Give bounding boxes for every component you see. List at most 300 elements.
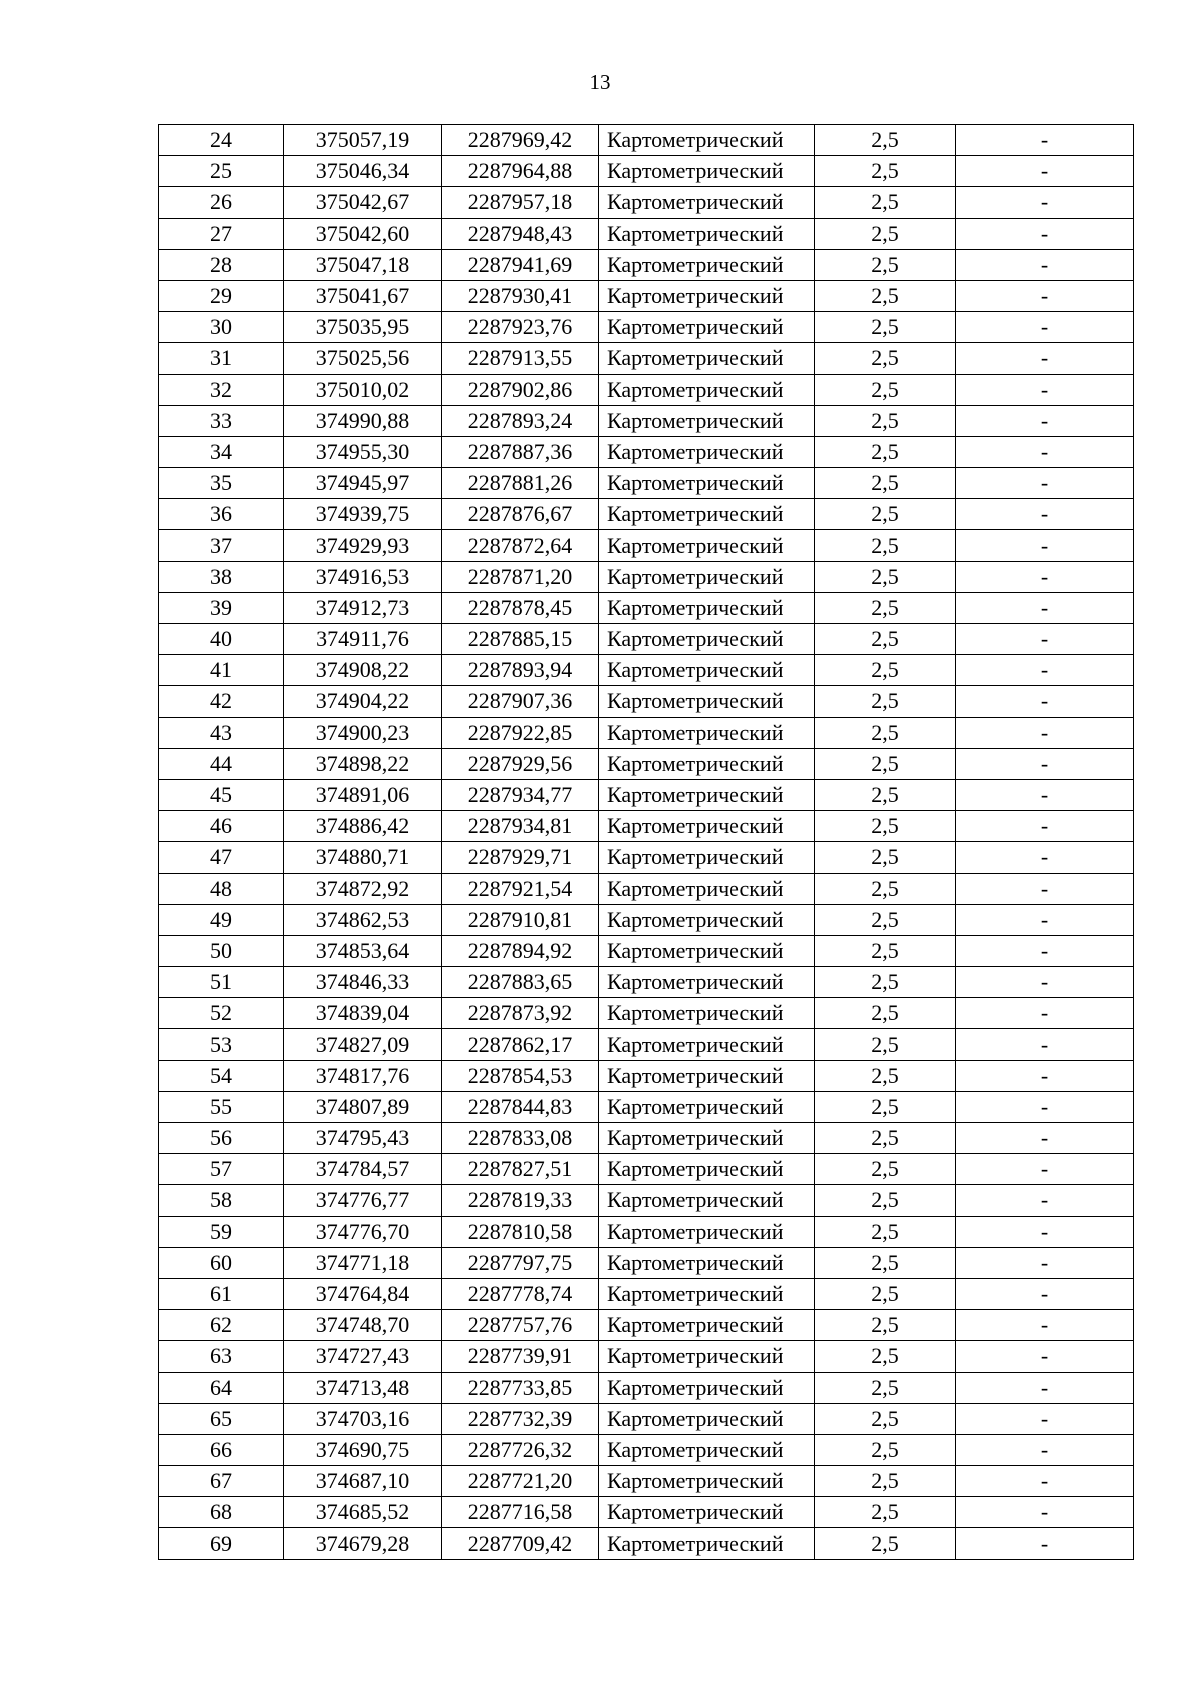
y-coordinate-cell: 2287827,51 xyxy=(442,1154,599,1185)
table-row xyxy=(159,1310,1134,1341)
description-cell: - xyxy=(956,499,1134,530)
method-cell: Картометрический xyxy=(599,1434,815,1465)
point-number-cell: 41 xyxy=(159,655,284,686)
y-coordinate-cell: 2287862,17 xyxy=(442,1029,599,1060)
accuracy-cell: 2,5 xyxy=(815,811,956,842)
point-number-cell: 54 xyxy=(159,1060,284,1091)
accuracy-cell: 2,5 xyxy=(815,280,956,311)
point-number-cell: 37 xyxy=(159,530,284,561)
description-cell: - xyxy=(956,1466,1134,1497)
table-row xyxy=(159,249,1134,280)
x-coordinate-cell: 374839,04 xyxy=(284,998,442,1029)
y-coordinate-cell: 2287876,67 xyxy=(442,499,599,530)
description-cell: - xyxy=(956,1247,1134,1278)
table-row xyxy=(159,405,1134,436)
y-coordinate-cell: 2287883,65 xyxy=(442,967,599,998)
point-number-cell: 44 xyxy=(159,748,284,779)
accuracy-cell: 2,5 xyxy=(815,499,956,530)
x-coordinate-cell: 374908,22 xyxy=(284,655,442,686)
y-coordinate-cell: 2287757,76 xyxy=(442,1310,599,1341)
y-coordinate-cell: 2287902,86 xyxy=(442,374,599,405)
accuracy-cell: 2,5 xyxy=(815,1466,956,1497)
method-cell: Картометрический xyxy=(599,156,815,187)
y-coordinate-cell: 2287871,20 xyxy=(442,561,599,592)
y-coordinate-cell: 2287907,36 xyxy=(442,686,599,717)
point-number-cell: 65 xyxy=(159,1403,284,1434)
description-cell: - xyxy=(956,686,1134,717)
table-row xyxy=(159,624,1134,655)
table-row xyxy=(159,1528,1134,1559)
table-row xyxy=(159,1247,1134,1278)
method-cell: Картометрический xyxy=(599,343,815,374)
point-number-cell: 30 xyxy=(159,312,284,343)
x-coordinate-cell: 374990,88 xyxy=(284,405,442,436)
description-cell: - xyxy=(956,468,1134,499)
table-row xyxy=(159,655,1134,686)
accuracy-cell: 2,5 xyxy=(815,1310,956,1341)
x-coordinate-cell: 374853,64 xyxy=(284,935,442,966)
x-coordinate-cell: 374900,23 xyxy=(284,717,442,748)
y-coordinate-cell: 2287894,92 xyxy=(442,935,599,966)
point-number-cell: 36 xyxy=(159,499,284,530)
point-number-cell: 47 xyxy=(159,842,284,873)
y-coordinate-cell: 2287913,55 xyxy=(442,343,599,374)
accuracy-cell: 2,5 xyxy=(815,748,956,779)
accuracy-cell: 2,5 xyxy=(815,1123,956,1154)
point-number-cell: 28 xyxy=(159,249,284,280)
description-cell: - xyxy=(956,1528,1134,1559)
point-number-cell: 32 xyxy=(159,374,284,405)
description-cell: - xyxy=(956,1216,1134,1247)
x-coordinate-cell: 374795,43 xyxy=(284,1123,442,1154)
accuracy-cell: 2,5 xyxy=(815,1154,956,1185)
table-row xyxy=(159,842,1134,873)
method-cell: Картометрический xyxy=(599,1310,815,1341)
y-coordinate-cell: 2287881,26 xyxy=(442,468,599,499)
accuracy-cell: 2,5 xyxy=(815,1247,956,1278)
accuracy-cell: 2,5 xyxy=(815,779,956,810)
x-coordinate-cell: 374955,30 xyxy=(284,436,442,467)
x-coordinate-cell: 374904,22 xyxy=(284,686,442,717)
accuracy-cell: 2,5 xyxy=(815,904,956,935)
description-cell: - xyxy=(956,842,1134,873)
x-coordinate-cell: 374703,16 xyxy=(284,1403,442,1434)
point-number-cell: 60 xyxy=(159,1247,284,1278)
table-row xyxy=(159,436,1134,467)
accuracy-cell: 2,5 xyxy=(815,592,956,623)
accuracy-cell: 2,5 xyxy=(815,967,956,998)
x-coordinate-cell: 375041,67 xyxy=(284,280,442,311)
accuracy-cell: 2,5 xyxy=(815,218,956,249)
x-coordinate-cell: 374886,42 xyxy=(284,811,442,842)
y-coordinate-cell: 2287887,36 xyxy=(442,436,599,467)
method-cell: Картометрический xyxy=(599,530,815,561)
description-cell: - xyxy=(956,967,1134,998)
x-coordinate-cell: 374911,76 xyxy=(284,624,442,655)
x-coordinate-cell: 374862,53 xyxy=(284,904,442,935)
method-cell: Картометрический xyxy=(599,374,815,405)
point-number-cell: 42 xyxy=(159,686,284,717)
x-coordinate-cell: 375057,19 xyxy=(284,125,442,156)
method-cell: Картометрический xyxy=(599,1403,815,1434)
coordinates-table-body xyxy=(159,125,1134,1560)
y-coordinate-cell: 2287964,88 xyxy=(442,156,599,187)
y-coordinate-cell: 2287934,81 xyxy=(442,811,599,842)
table-row xyxy=(159,499,1134,530)
table-row xyxy=(159,748,1134,779)
method-cell: Картометрический xyxy=(599,873,815,904)
x-coordinate-cell: 374846,33 xyxy=(284,967,442,998)
accuracy-cell: 2,5 xyxy=(815,1341,956,1372)
table-row xyxy=(159,592,1134,623)
point-number-cell: 29 xyxy=(159,280,284,311)
y-coordinate-cell: 2287873,92 xyxy=(442,998,599,1029)
accuracy-cell: 2,5 xyxy=(815,1060,956,1091)
table-row xyxy=(159,1154,1134,1185)
description-cell: - xyxy=(956,592,1134,623)
accuracy-cell: 2,5 xyxy=(815,125,956,156)
method-cell: Картометрический xyxy=(599,1372,815,1403)
method-cell: Картометрический xyxy=(599,1278,815,1309)
table-row xyxy=(159,1403,1134,1434)
description-cell: - xyxy=(956,1029,1134,1060)
method-cell: Картометрический xyxy=(599,1247,815,1278)
table-row xyxy=(159,779,1134,810)
y-coordinate-cell: 2287969,42 xyxy=(442,125,599,156)
method-cell: Картометрический xyxy=(599,436,815,467)
accuracy-cell: 2,5 xyxy=(815,1528,956,1559)
description-cell: - xyxy=(956,312,1134,343)
method-cell: Картометрический xyxy=(599,998,815,1029)
table-row xyxy=(159,811,1134,842)
y-coordinate-cell: 2287733,85 xyxy=(442,1372,599,1403)
method-cell: Картометрический xyxy=(599,592,815,623)
point-number-cell: 31 xyxy=(159,343,284,374)
table-row xyxy=(159,187,1134,218)
description-cell: - xyxy=(956,1497,1134,1528)
x-coordinate-cell: 374880,71 xyxy=(284,842,442,873)
method-cell: Картометрический xyxy=(599,1060,815,1091)
point-number-cell: 67 xyxy=(159,1466,284,1497)
method-cell: Картометрический xyxy=(599,655,815,686)
x-coordinate-cell: 374748,70 xyxy=(284,1310,442,1341)
point-number-cell: 50 xyxy=(159,935,284,966)
table-row xyxy=(159,1091,1134,1122)
y-coordinate-cell: 2287941,69 xyxy=(442,249,599,280)
point-number-cell: 39 xyxy=(159,592,284,623)
table-row xyxy=(159,1123,1134,1154)
accuracy-cell: 2,5 xyxy=(815,655,956,686)
method-cell: Картометрический xyxy=(599,187,815,218)
description-cell: - xyxy=(956,779,1134,810)
description-cell: - xyxy=(956,748,1134,779)
table-row xyxy=(159,717,1134,748)
y-coordinate-cell: 2287854,53 xyxy=(442,1060,599,1091)
method-cell: Картометрический xyxy=(599,1341,815,1372)
description-cell: - xyxy=(956,1341,1134,1372)
point-number-cell: 55 xyxy=(159,1091,284,1122)
table-row xyxy=(159,873,1134,904)
description-cell: - xyxy=(956,125,1134,156)
method-cell: Картометрический xyxy=(599,1528,815,1559)
table-row xyxy=(159,1434,1134,1465)
method-cell: Картометрический xyxy=(599,811,815,842)
description-cell: - xyxy=(956,1154,1134,1185)
table-row xyxy=(159,1216,1134,1247)
x-coordinate-cell: 374929,93 xyxy=(284,530,442,561)
accuracy-cell: 2,5 xyxy=(815,436,956,467)
method-cell: Картометрический xyxy=(599,904,815,935)
accuracy-cell: 2,5 xyxy=(815,1372,956,1403)
point-number-cell: 53 xyxy=(159,1029,284,1060)
x-coordinate-cell: 375046,34 xyxy=(284,156,442,187)
x-coordinate-cell: 375047,18 xyxy=(284,249,442,280)
accuracy-cell: 2,5 xyxy=(815,405,956,436)
x-coordinate-cell: 375042,67 xyxy=(284,187,442,218)
description-cell: - xyxy=(956,904,1134,935)
description-cell: - xyxy=(956,405,1134,436)
table-row xyxy=(159,125,1134,156)
y-coordinate-cell: 2287921,54 xyxy=(442,873,599,904)
description-cell: - xyxy=(956,249,1134,280)
accuracy-cell: 2,5 xyxy=(815,935,956,966)
method-cell: Картометрический xyxy=(599,1185,815,1216)
x-coordinate-cell: 374727,43 xyxy=(284,1341,442,1372)
y-coordinate-cell: 2287878,45 xyxy=(442,592,599,623)
point-number-cell: 69 xyxy=(159,1528,284,1559)
method-cell: Картометрический xyxy=(599,1497,815,1528)
point-number-cell: 62 xyxy=(159,1310,284,1341)
x-coordinate-cell: 374784,57 xyxy=(284,1154,442,1185)
accuracy-cell: 2,5 xyxy=(815,873,956,904)
method-cell: Картометрический xyxy=(599,499,815,530)
description-cell: - xyxy=(956,717,1134,748)
table-row xyxy=(159,1278,1134,1309)
table-row xyxy=(159,935,1134,966)
y-coordinate-cell: 2287957,18 xyxy=(442,187,599,218)
accuracy-cell: 2,5 xyxy=(815,842,956,873)
description-cell: - xyxy=(956,280,1134,311)
description-cell: - xyxy=(956,218,1134,249)
x-coordinate-cell: 374939,75 xyxy=(284,499,442,530)
description-cell: - xyxy=(956,343,1134,374)
accuracy-cell: 2,5 xyxy=(815,468,956,499)
description-cell: - xyxy=(956,436,1134,467)
table-row xyxy=(159,1466,1134,1497)
accuracy-cell: 2,5 xyxy=(815,1029,956,1060)
method-cell: Картометрический xyxy=(599,779,815,810)
table-row xyxy=(159,530,1134,561)
method-cell: Картометрический xyxy=(599,1216,815,1247)
table-row xyxy=(159,1185,1134,1216)
accuracy-cell: 2,5 xyxy=(815,187,956,218)
description-cell: - xyxy=(956,1185,1134,1216)
accuracy-cell: 2,5 xyxy=(815,530,956,561)
method-cell: Картометрический xyxy=(599,842,815,873)
y-coordinate-cell: 2287739,91 xyxy=(442,1341,599,1372)
y-coordinate-cell: 2287819,33 xyxy=(442,1185,599,1216)
y-coordinate-cell: 2287929,71 xyxy=(442,842,599,873)
x-coordinate-cell: 374771,18 xyxy=(284,1247,442,1278)
table-row xyxy=(159,1372,1134,1403)
x-coordinate-cell: 375010,02 xyxy=(284,374,442,405)
description-cell: - xyxy=(956,374,1134,405)
method-cell: Картометрический xyxy=(599,1123,815,1154)
method-cell: Картометрический xyxy=(599,1029,815,1060)
table-row xyxy=(159,218,1134,249)
y-coordinate-cell: 2287923,76 xyxy=(442,312,599,343)
accuracy-cell: 2,5 xyxy=(815,1216,956,1247)
point-number-cell: 49 xyxy=(159,904,284,935)
y-coordinate-cell: 2287934,77 xyxy=(442,779,599,810)
x-coordinate-cell: 374817,76 xyxy=(284,1060,442,1091)
y-coordinate-cell: 2287885,15 xyxy=(442,624,599,655)
method-cell: Картометрический xyxy=(599,468,815,499)
y-coordinate-cell: 2287930,41 xyxy=(442,280,599,311)
table-row xyxy=(159,967,1134,998)
y-coordinate-cell: 2287833,08 xyxy=(442,1123,599,1154)
y-coordinate-cell: 2287810,58 xyxy=(442,1216,599,1247)
point-number-cell: 63 xyxy=(159,1341,284,1372)
point-number-cell: 68 xyxy=(159,1497,284,1528)
method-cell: Картометрический xyxy=(599,717,815,748)
y-coordinate-cell: 2287893,24 xyxy=(442,405,599,436)
description-cell: - xyxy=(956,1372,1134,1403)
y-coordinate-cell: 2287797,75 xyxy=(442,1247,599,1278)
accuracy-cell: 2,5 xyxy=(815,1497,956,1528)
point-number-cell: 57 xyxy=(159,1154,284,1185)
point-number-cell: 52 xyxy=(159,998,284,1029)
accuracy-cell: 2,5 xyxy=(815,717,956,748)
description-cell: - xyxy=(956,1060,1134,1091)
x-coordinate-cell: 374690,75 xyxy=(284,1434,442,1465)
description-cell: - xyxy=(956,1434,1134,1465)
point-number-cell: 34 xyxy=(159,436,284,467)
coordinates-table xyxy=(158,124,1134,1560)
x-coordinate-cell: 374685,52 xyxy=(284,1497,442,1528)
table-row xyxy=(159,156,1134,187)
y-coordinate-cell: 2287726,32 xyxy=(442,1434,599,1465)
table-row xyxy=(159,343,1134,374)
accuracy-cell: 2,5 xyxy=(815,624,956,655)
table-row xyxy=(159,998,1134,1029)
method-cell: Картометрический xyxy=(599,249,815,280)
description-cell: - xyxy=(956,1091,1134,1122)
point-number-cell: 64 xyxy=(159,1372,284,1403)
table-row xyxy=(159,374,1134,405)
method-cell: Картометрический xyxy=(599,561,815,592)
y-coordinate-cell: 2287893,94 xyxy=(442,655,599,686)
point-number-cell: 56 xyxy=(159,1123,284,1154)
x-coordinate-cell: 374827,09 xyxy=(284,1029,442,1060)
description-cell: - xyxy=(956,1403,1134,1434)
accuracy-cell: 2,5 xyxy=(815,312,956,343)
table-row xyxy=(159,561,1134,592)
point-number-cell: 38 xyxy=(159,561,284,592)
accuracy-cell: 2,5 xyxy=(815,343,956,374)
description-cell: - xyxy=(956,1278,1134,1309)
description-cell: - xyxy=(956,998,1134,1029)
table-row xyxy=(159,904,1134,935)
accuracy-cell: 2,5 xyxy=(815,156,956,187)
point-number-cell: 61 xyxy=(159,1278,284,1309)
description-cell: - xyxy=(956,935,1134,966)
method-cell: Картометрический xyxy=(599,686,815,717)
y-coordinate-cell: 2287948,43 xyxy=(442,218,599,249)
description-cell: - xyxy=(956,655,1134,686)
table-row xyxy=(159,686,1134,717)
x-coordinate-cell: 374764,84 xyxy=(284,1278,442,1309)
description-cell: - xyxy=(956,561,1134,592)
description-cell: - xyxy=(956,1310,1134,1341)
y-coordinate-cell: 2287709,42 xyxy=(442,1528,599,1559)
description-cell: - xyxy=(956,873,1134,904)
x-coordinate-cell: 374872,92 xyxy=(284,873,442,904)
method-cell: Картометрический xyxy=(599,935,815,966)
point-number-cell: 33 xyxy=(159,405,284,436)
method-cell: Картометрический xyxy=(599,1466,815,1497)
method-cell: Картометрический xyxy=(599,125,815,156)
point-number-cell: 24 xyxy=(159,125,284,156)
y-coordinate-cell: 2287922,85 xyxy=(442,717,599,748)
page-number: 13 xyxy=(589,70,611,94)
y-coordinate-cell: 2287716,58 xyxy=(442,1497,599,1528)
y-coordinate-cell: 2287910,81 xyxy=(442,904,599,935)
point-number-cell: 48 xyxy=(159,873,284,904)
method-cell: Картометрический xyxy=(599,748,815,779)
x-coordinate-cell: 374679,28 xyxy=(284,1528,442,1559)
method-cell: Картометрический xyxy=(599,218,815,249)
method-cell: Картометрический xyxy=(599,280,815,311)
accuracy-cell: 2,5 xyxy=(815,998,956,1029)
point-number-cell: 59 xyxy=(159,1216,284,1247)
accuracy-cell: 2,5 xyxy=(815,1185,956,1216)
x-coordinate-cell: 374912,73 xyxy=(284,592,442,623)
accuracy-cell: 2,5 xyxy=(815,1434,956,1465)
x-coordinate-cell: 374807,89 xyxy=(284,1091,442,1122)
y-coordinate-cell: 2287721,20 xyxy=(442,1466,599,1497)
accuracy-cell: 2,5 xyxy=(815,249,956,280)
y-coordinate-cell: 2287778,74 xyxy=(442,1278,599,1309)
method-cell: Картометрический xyxy=(599,967,815,998)
table-row xyxy=(159,312,1134,343)
x-coordinate-cell: 375025,56 xyxy=(284,343,442,374)
description-cell: - xyxy=(956,530,1134,561)
point-number-cell: 26 xyxy=(159,187,284,218)
x-coordinate-cell: 374687,10 xyxy=(284,1466,442,1497)
description-cell: - xyxy=(956,1123,1134,1154)
accuracy-cell: 2,5 xyxy=(815,686,956,717)
x-coordinate-cell: 374916,53 xyxy=(284,561,442,592)
x-coordinate-cell: 375035,95 xyxy=(284,312,442,343)
description-cell: - xyxy=(956,624,1134,655)
x-coordinate-cell: 374898,22 xyxy=(284,748,442,779)
point-number-cell: 46 xyxy=(159,811,284,842)
table-row xyxy=(159,1341,1134,1372)
table-row xyxy=(159,1029,1134,1060)
point-number-cell: 66 xyxy=(159,1434,284,1465)
table-row xyxy=(159,1060,1134,1091)
point-number-cell: 58 xyxy=(159,1185,284,1216)
description-cell: - xyxy=(956,156,1134,187)
x-coordinate-cell: 374945,97 xyxy=(284,468,442,499)
description-cell: - xyxy=(956,811,1134,842)
description-cell: - xyxy=(956,187,1134,218)
x-coordinate-cell: 374713,48 xyxy=(284,1372,442,1403)
table-row xyxy=(159,1497,1134,1528)
point-number-cell: 35 xyxy=(159,468,284,499)
method-cell: Картометрический xyxy=(599,312,815,343)
